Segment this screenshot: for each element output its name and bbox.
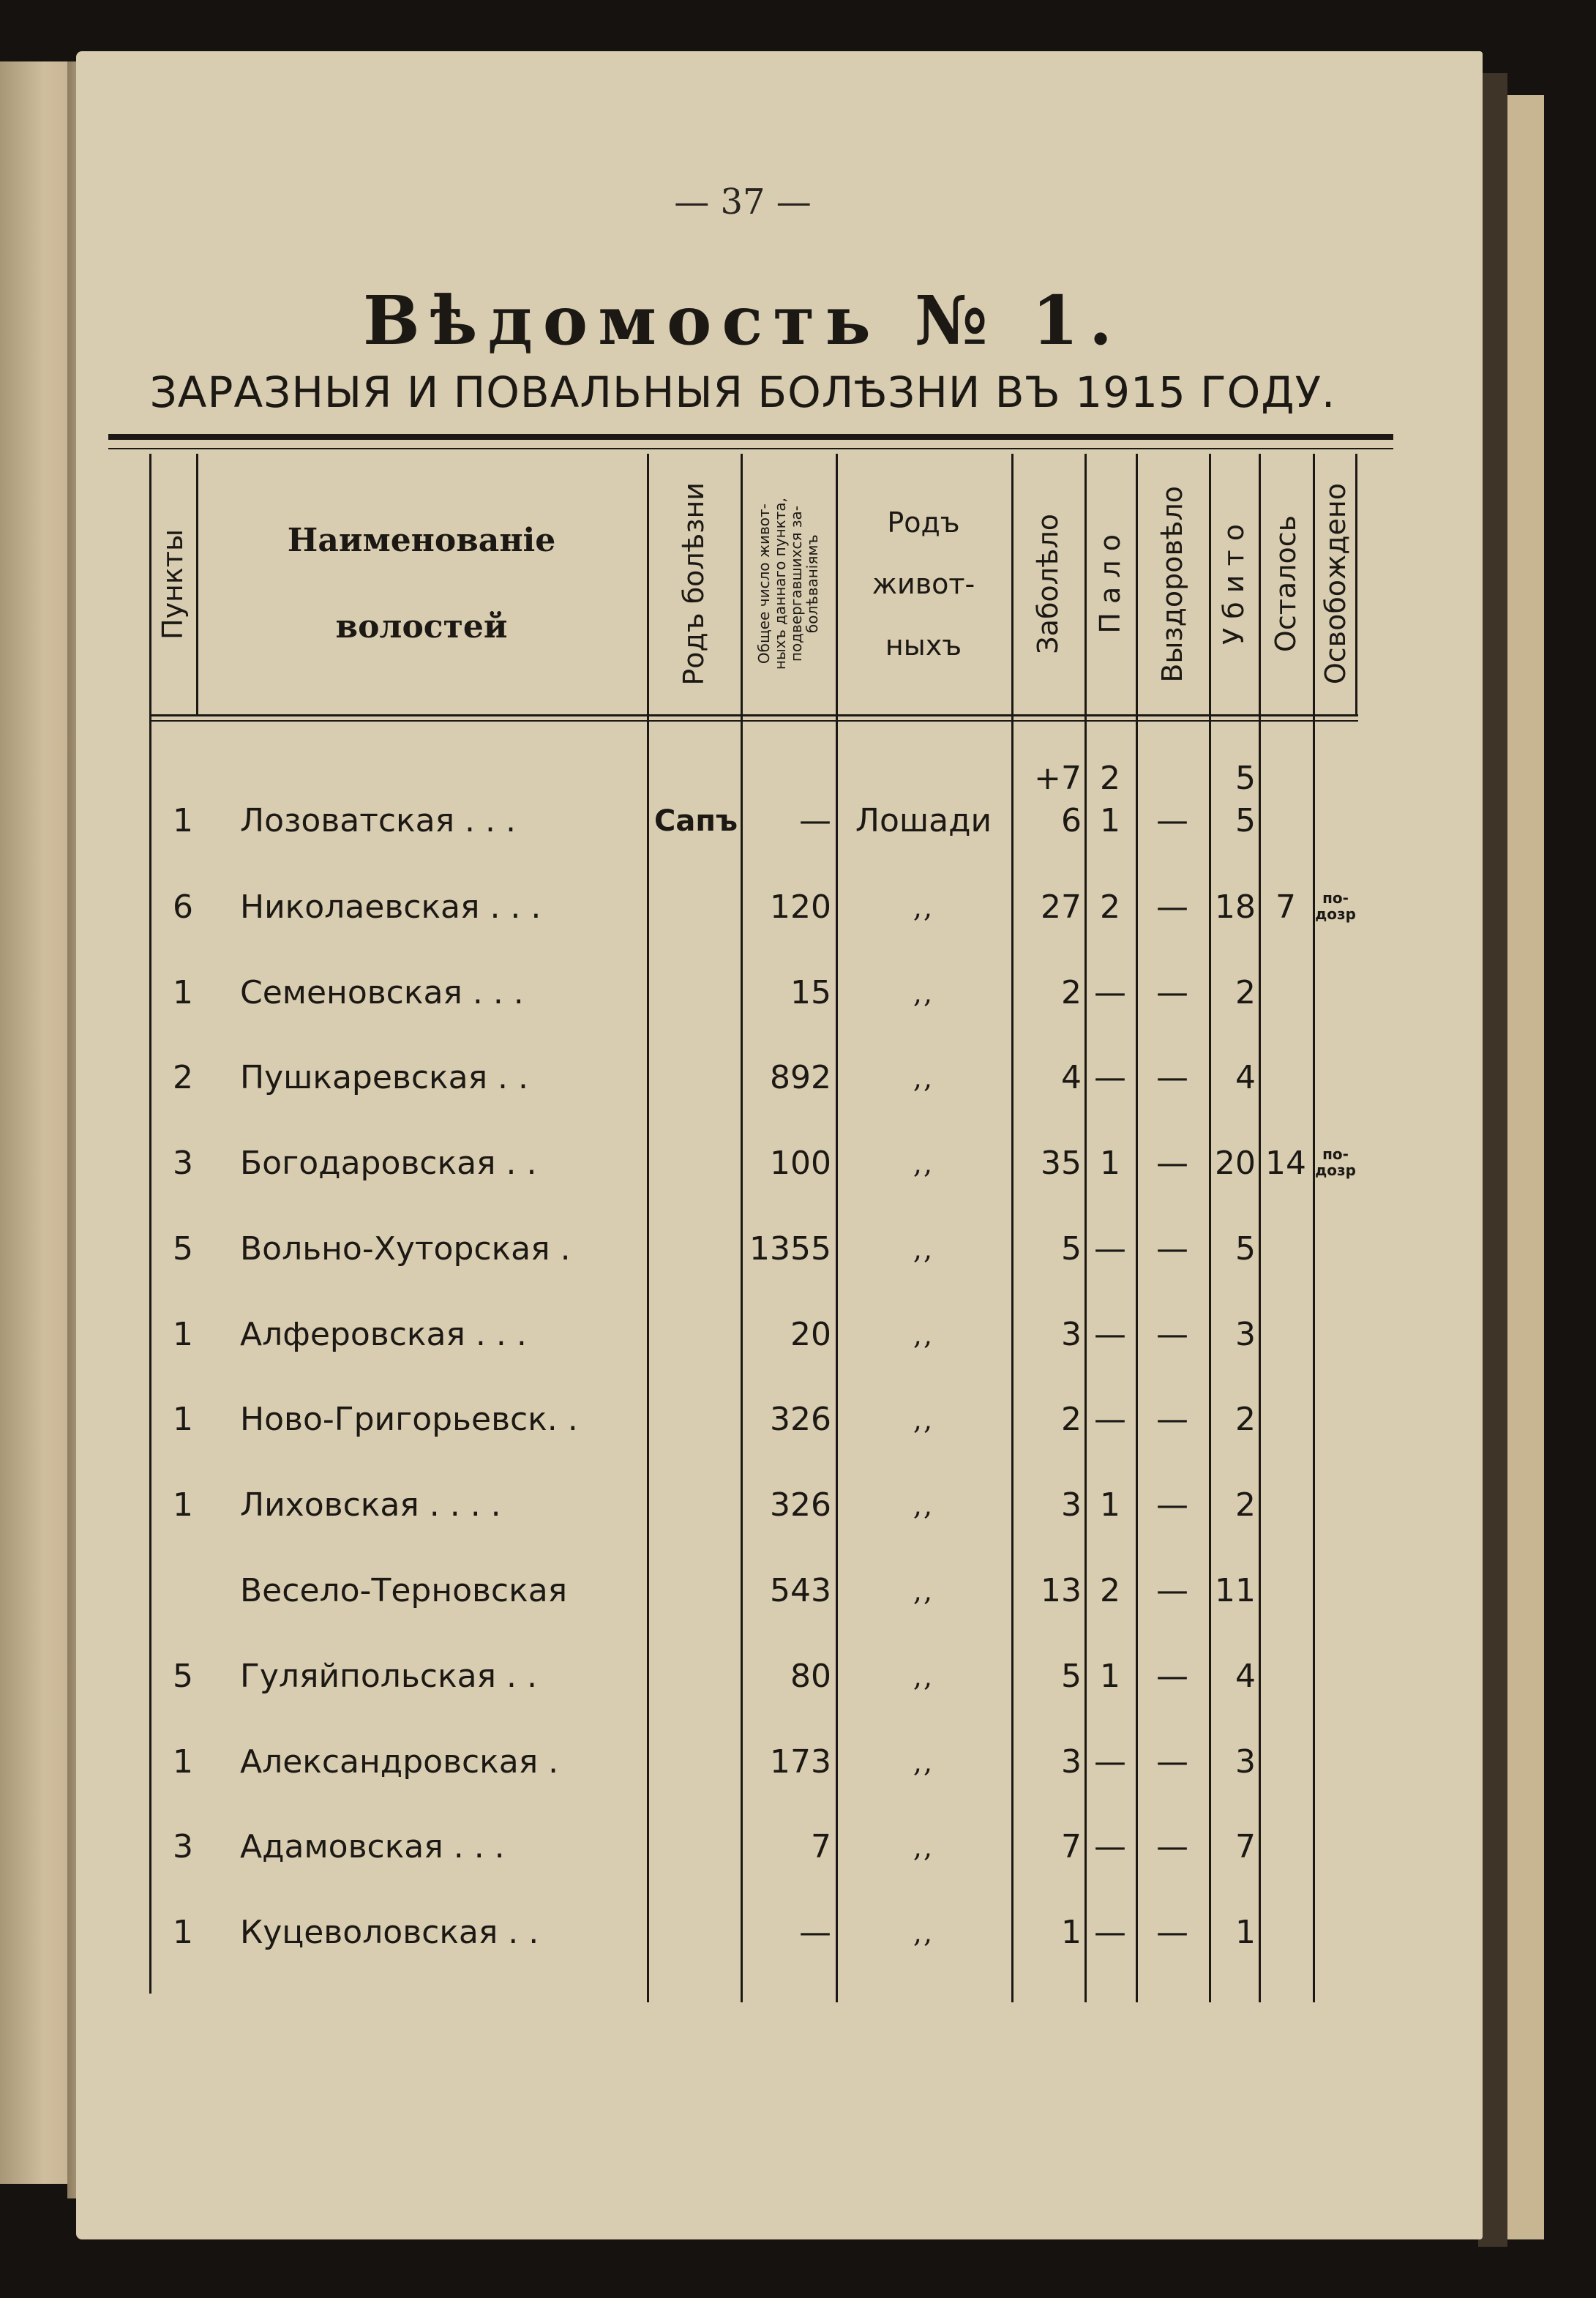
row-animal-kind: ,, [913,1661,934,1693]
row-died: 1 [1100,1658,1120,1695]
row-punkty: 2 [173,1059,193,1096]
row-sick: 3 [1061,1316,1082,1353]
header-rule [149,714,1358,716]
row-recovered: — [1156,1743,1188,1781]
row-recovered: — [1156,1316,1188,1353]
row-volost-name: Алферовская . . . [240,1316,527,1353]
header-rule-thin [149,720,1358,722]
row-recovered: — [1156,1059,1188,1096]
row-total-animals: 892 [770,1059,831,1096]
row-animal-kind: ,, [913,1319,934,1351]
row-disease: Сапъ [653,804,738,838]
row-punkty: 1 [173,1914,193,1951]
row-killed: 3 [1235,1316,1256,1353]
row-released: по- дозр [1315,889,1356,923]
row-punkty: 1 [173,1316,193,1353]
header-sick: Заболѣло [1032,514,1064,654]
row-died: 2 [1100,1572,1120,1609]
row-recovered: — [1156,1145,1188,1182]
row-recovered: — [1156,1658,1188,1695]
row-killed: 4 [1235,1658,1256,1695]
row-died: 1 [1100,1486,1120,1524]
row-remaining: 7 [1275,888,1296,926]
header-died: П а л о [1094,534,1126,634]
header-punkty: Пункты [157,528,189,640]
row-died: — [1094,1914,1126,1951]
row-died: 1 [1100,1145,1120,1182]
row-punkty: 6 [173,888,193,926]
row-died: — [1094,1401,1126,1438]
row-punkty: 1 [173,1743,193,1781]
row-died: 1 [1100,802,1120,839]
row-total-animals: 15 [790,974,831,1011]
header-disease: Родъ болѣзни [678,482,710,686]
row-killed: 2 [1235,1486,1256,1524]
row-sick: 2 [1061,1401,1082,1438]
row-killed: 3 [1235,1743,1256,1781]
row-recovered: — [1156,888,1188,926]
row-volost-name: Куцеволовская . . [240,1914,539,1951]
row-volost-name: Семеновская . . . [240,974,524,1011]
table-top-rule-thin [108,448,1393,449]
row-recovered: — [1156,1828,1188,1865]
page-title: Вѣдомость № 1. [363,281,1123,360]
header-recovered: Выздоровѣло [1156,485,1188,683]
row-animal-kind: Лошади [855,802,992,839]
row-punkty: 5 [173,1230,193,1268]
header-volost-name: Наименованіе волостей [287,522,556,645]
row-died: — [1094,974,1126,1011]
row-volost-name: Николаевская . . . [240,888,542,926]
row-total-animals: 326 [770,1401,831,1438]
row-volost-name: Лиховская . . . . [240,1486,501,1524]
row-volost-name: Богодаровская . . [240,1145,537,1182]
row-recovered: — [1156,1230,1188,1268]
row-recovered: — [1156,802,1188,839]
row-punkty: 3 [173,1145,193,1182]
row-volost-name: Адамовская . . . [240,1828,505,1865]
row-killed: 18 [1215,888,1256,926]
table-top-rule [108,434,1393,440]
row-died: — [1094,1059,1126,1096]
header-remaining: Осталось [1270,515,1302,653]
row-total-animals: 120 [770,888,831,926]
row-total-animals: 20 [790,1316,831,1353]
row-volost-name: Гуляйпольская . . [240,1658,537,1695]
row-killed: 2 [1235,974,1256,1011]
row-killed: 4 [1235,1059,1256,1096]
row-total-animals: 80 [790,1658,831,1695]
row-killed: 1 [1235,1914,1256,1951]
row-sick: 3 [1061,1743,1082,1781]
row-killed: 7 [1235,1828,1256,1865]
row-killed: 5 [1235,1230,1256,1268]
row-died: — [1094,1230,1126,1268]
row-volost-name: Александровская . [240,1743,559,1781]
row-recovered: — [1156,1914,1188,1951]
row-total-animals: 1355 [749,1230,831,1268]
row-total-animals: 543 [770,1572,831,1609]
row-sick: 6 [1061,802,1082,839]
row-total-animals: 326 [770,1486,831,1524]
row-killed: 5 [1235,760,1256,797]
row-recovered: — [1156,1486,1188,1524]
row-died: 2 [1100,888,1120,926]
row-sick: 35 [1041,1145,1082,1182]
row-sick: 3 [1061,1486,1082,1524]
row-remaining: 14 [1265,1145,1306,1182]
header-total-animals: Общее число живот- ныхъ даннаго пункта, подвергавшихся за- болѣваніямъ [755,498,821,670]
row-sick: 13 [1041,1572,1082,1609]
row-punkty: 1 [173,802,193,839]
row-died: 2 [1100,760,1120,797]
row-animal-kind: ,, [913,1746,934,1778]
row-animal-kind: ,, [913,1489,934,1522]
row-sick: 4 [1061,1059,1082,1096]
row-killed: 11 [1215,1572,1256,1609]
row-animal-kind: ,, [913,1917,934,1949]
row-animal-kind: ,, [913,1148,934,1180]
row-animal-kind: ,, [913,1404,934,1436]
row-sick: 2 [1061,974,1082,1011]
row-total-animals: — [799,802,831,839]
row-sick: 5 [1061,1658,1082,1695]
row-sick: 1 [1061,1914,1082,1951]
row-animal-kind: ,, [913,1831,934,1863]
row-recovered: — [1156,1401,1188,1438]
row-killed: 5 [1235,802,1256,839]
row-sick: 27 [1041,888,1082,926]
row-total-animals: 7 [811,1828,831,1865]
page-subtitle: ЗАРАЗНЫЯ И ПОВАЛЬНЫЯ БОЛѢЗНИ ВЪ 1915 ГОДУ. [149,367,1336,417]
row-punkty: 1 [173,1486,193,1524]
row-recovered: — [1156,974,1188,1011]
row-animal-kind: ,, [913,1062,934,1094]
row-sick: 7 [1061,1828,1082,1865]
row-killed: 20 [1215,1145,1256,1182]
row-volost-name: Вольно-Хуторская . [240,1230,571,1268]
row-total-animals: 173 [770,1743,831,1781]
row-punkty: 1 [173,1401,193,1438]
row-animal-kind: ,, [913,977,934,1009]
page-number: — 37 — [674,181,812,222]
row-animal-kind: ,, [913,891,934,924]
row-died: — [1094,1828,1126,1865]
row-sick: 5 [1061,1230,1082,1268]
row-volost-name: Весело-Терновская [240,1572,568,1609]
row-volost-name: Ново-Григорьевск. . [240,1401,578,1438]
row-volost-name: Лозоватская . . . [240,802,516,839]
row-animal-kind: ,, [913,1233,934,1265]
row-died: — [1094,1743,1126,1781]
row-punkty: 1 [173,974,193,1011]
row-sick: +7 [1034,760,1082,797]
row-recovered: — [1156,1572,1188,1609]
header-released: Освобождено [1319,483,1352,685]
header-killed: У б и т о [1218,523,1250,645]
row-punkty: 3 [173,1828,193,1865]
row-total-animals: 100 [770,1145,831,1182]
row-killed: 2 [1235,1401,1256,1438]
row-animal-kind: ,, [913,1575,934,1607]
row-released: по- дозр [1315,1145,1356,1179]
row-total-animals: — [799,1914,831,1951]
row-punkty: 5 [173,1658,193,1695]
row-volost-name: Пушкаревская . . [240,1059,529,1096]
row-died: — [1094,1316,1126,1353]
header-animal-kind: Родъ живот- ныхъ [872,506,975,662]
